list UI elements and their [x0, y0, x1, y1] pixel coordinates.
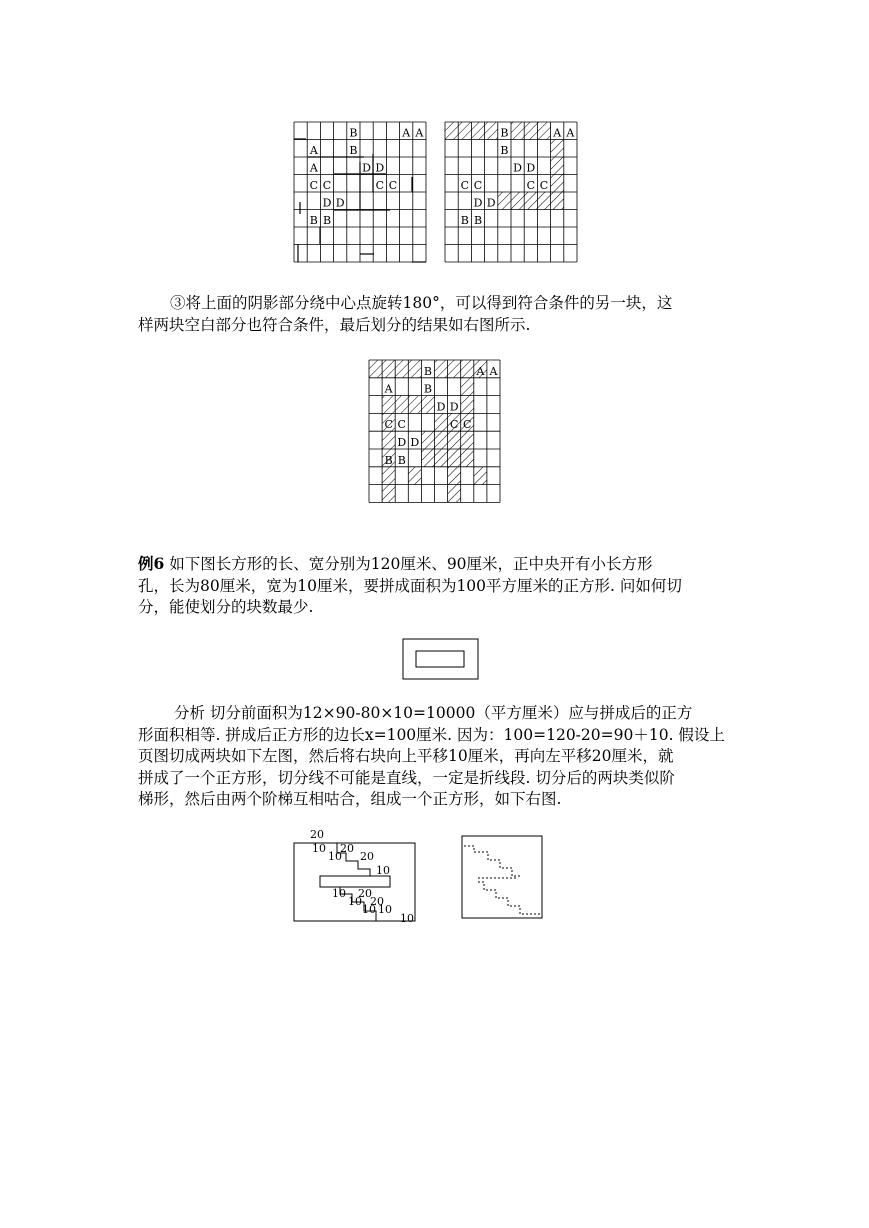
example6-paragraph	[138, 553, 682, 619]
right-grid-letter-a: A	[566, 126, 575, 140]
rotate-line-1: ③将上面的阴影部分绕中心点旋转180°，可以得到符合条件的另一块，这	[170, 294, 673, 312]
right-grid-letter-b: B	[460, 214, 469, 227]
middle-grid-letter-b: B	[384, 453, 393, 467]
hatched-cell	[551, 140, 564, 158]
hatched-cell	[537, 192, 550, 210]
hatched-cell	[485, 122, 498, 140]
hatched-cell	[435, 360, 448, 378]
hatched-cell	[408, 467, 421, 485]
rotate-line-2: 样两块空白部分也符合条件，最后划分的结果如右图所示.	[138, 315, 531, 334]
hatched-cell	[448, 467, 461, 485]
example6-line-2: 孔，长为80厘米，宽为10厘米，要拼成面积为100平方厘米的正方形. 问如何切	[138, 576, 682, 595]
middle-grid-letter-a: A	[476, 364, 485, 378]
left-grid-letter-a: A	[402, 126, 411, 140]
middle-grid-letter-c: C	[397, 418, 406, 432]
analysis-line-2: 形面积相等. 拼成后正方形的边长x=100厘米. 因为：100=120-20=90＋10. 假设上	[138, 725, 725, 744]
dimension-label: 20	[360, 850, 374, 863]
hatched-cell	[448, 449, 461, 467]
outer-rectangle	[403, 639, 478, 679]
hatched-cell	[408, 396, 421, 414]
hole-rectangle	[416, 651, 464, 667]
middle-grid-letter-c: C	[449, 418, 459, 432]
hatched-cell	[551, 192, 564, 210]
middle-grid-figure	[366, 357, 506, 507]
hatched-cell	[421, 431, 434, 449]
middle-grid-letter-d: D	[436, 400, 446, 414]
left-grid-letter-a: A	[309, 161, 318, 175]
hatched-cell	[511, 192, 524, 210]
hatched-cell	[537, 122, 550, 140]
hatched-cell	[461, 378, 474, 396]
middle-grid-letter-d: D	[397, 436, 407, 449]
right-grid	[445, 122, 577, 262]
dimension-label: 10	[348, 895, 362, 908]
hatched-cell	[435, 449, 448, 467]
dimension-label: 10	[376, 864, 390, 877]
hatched-cell	[461, 360, 474, 378]
left-grid-letter-b: B	[309, 214, 318, 227]
right-grid-letter-c: C	[526, 179, 536, 192]
hatched-cell	[524, 122, 537, 140]
left-grid-letter-b: B	[322, 214, 332, 227]
left-grid-letter-b: B	[349, 144, 358, 157]
hatched-cell	[369, 360, 382, 378]
hatched-cell	[471, 122, 484, 140]
dimension-label: 10	[328, 850, 342, 863]
analysis-line-5: 梯形，然后由两个阶梯互相咕合，组成一个正方形，如下右图.	[138, 790, 562, 808]
example6-line-1-text: 如下图长方形的长、宽分别为120厘米、90厘米，正中央开有小长方形	[169, 555, 653, 573]
left-grid-letter-d: D	[335, 196, 345, 210]
hatched-cell	[382, 360, 395, 378]
middle-grid-letter-b: B	[423, 382, 432, 396]
rectangle-with-hole-figure	[402, 638, 482, 683]
dimension-label: 10	[332, 887, 346, 900]
hatched-cell	[524, 192, 537, 210]
left-grid-letter-d: D	[362, 161, 372, 175]
dimension-label: 20	[340, 842, 354, 855]
middle-grid-letter-b: B	[423, 364, 432, 378]
example6-line-1	[138, 553, 682, 576]
left-grid-letter-d: D	[322, 196, 332, 210]
middle-grid-letter-c: C	[384, 418, 393, 432]
middle-grid-letter-b: B	[397, 453, 406, 467]
hatched-cell	[421, 396, 434, 414]
example6-label: 例6	[138, 554, 165, 573]
hatched-cell	[435, 413, 448, 431]
analysis-paragraph	[138, 703, 725, 811]
dimension-label: 20	[358, 887, 372, 900]
left-grid-letter-d: D	[375, 161, 385, 175]
dimension-label: 10	[400, 912, 414, 925]
hatched-cell	[448, 431, 461, 449]
hatched-cell	[421, 449, 434, 467]
hatched-cell	[461, 449, 474, 467]
left-grid-letter-a: A	[415, 126, 424, 140]
middle-grid-letter-c: C	[463, 418, 472, 432]
left-grid-letter-c: C	[322, 179, 332, 192]
right-grid-letter-d: D	[526, 161, 536, 175]
dimension-label: 10	[312, 842, 326, 855]
bottom-left-figure	[292, 827, 422, 927]
analysis-line-4: 拼成了一个正方形，切分线不可能是直线，一定是折线段. 切分后的两块类似阶	[138, 768, 675, 787]
left-grid-letter-c: C	[388, 179, 398, 192]
hatched-cell	[382, 431, 395, 449]
top-grids-figure	[288, 117, 588, 272]
dimension-label: 10	[362, 903, 376, 916]
right-grid-letter-d: D	[486, 196, 496, 210]
right-grid-letter-d: D	[473, 196, 483, 210]
hatched-cell	[498, 192, 511, 210]
hatched-cell	[448, 360, 461, 378]
dimension-label: 20	[370, 895, 384, 908]
right-grid-letter-b: B	[500, 144, 509, 157]
hatched-cell	[551, 157, 564, 175]
middle-grid	[369, 360, 500, 502]
example6-line-3: 分，能使划分的块数最少.	[138, 598, 314, 616]
hatched-cell	[382, 467, 395, 485]
rotate-paragraph	[138, 293, 672, 336]
hatched-cell	[445, 122, 458, 140]
right-grid-letter-c: C	[473, 179, 483, 192]
right-grid-letter-c: C	[460, 179, 470, 192]
hatched-cell	[382, 485, 395, 503]
left-grid-letter-c: C	[375, 179, 385, 192]
hatched-cell	[458, 122, 471, 140]
hatched-cell	[448, 485, 461, 503]
middle-grid-letter-d: D	[449, 400, 459, 414]
left-grid-letter-a: A	[309, 144, 318, 157]
middle-grid-letter-d: D	[410, 436, 420, 449]
right-grid-letter-b: B	[500, 126, 509, 140]
hatched-cell	[461, 396, 474, 414]
analysis-line-1: 分析 切分前面积为12×90-80×10=10000（平方厘米）应与拼成后的正方	[174, 704, 693, 722]
hatched-cell	[382, 396, 395, 414]
hatched-cell	[395, 396, 408, 414]
left-grid-letter-b: B	[349, 126, 358, 140]
middle-grid-letter-a: A	[384, 382, 393, 396]
analysis-line-3: 页图切成两块如下左图，然后将右块向上平移10厘米，再向左平移20厘米，就	[138, 747, 674, 765]
hatched-cell	[395, 360, 408, 378]
bottom-right-figure	[460, 834, 546, 920]
hatched-cell	[461, 431, 474, 449]
dimension-label: 20	[310, 828, 324, 841]
right-grid-letter-b: B	[473, 214, 483, 227]
right-grid-letter-c: C	[539, 179, 549, 192]
right-grid-letter-a: A	[553, 126, 562, 140]
left-grid	[294, 122, 426, 262]
hatched-cell	[551, 175, 564, 193]
left-grid-letter-c: C	[309, 179, 319, 192]
hatched-cell	[435, 431, 448, 449]
hatched-cell	[408, 360, 421, 378]
hatched-cell	[474, 467, 487, 485]
middle-grid-letter-a: A	[489, 364, 498, 378]
right-grid-letter-d: D	[513, 161, 523, 175]
hatched-cell	[511, 122, 524, 140]
inner-hole	[320, 876, 390, 887]
dimension-label: 10	[378, 903, 392, 916]
